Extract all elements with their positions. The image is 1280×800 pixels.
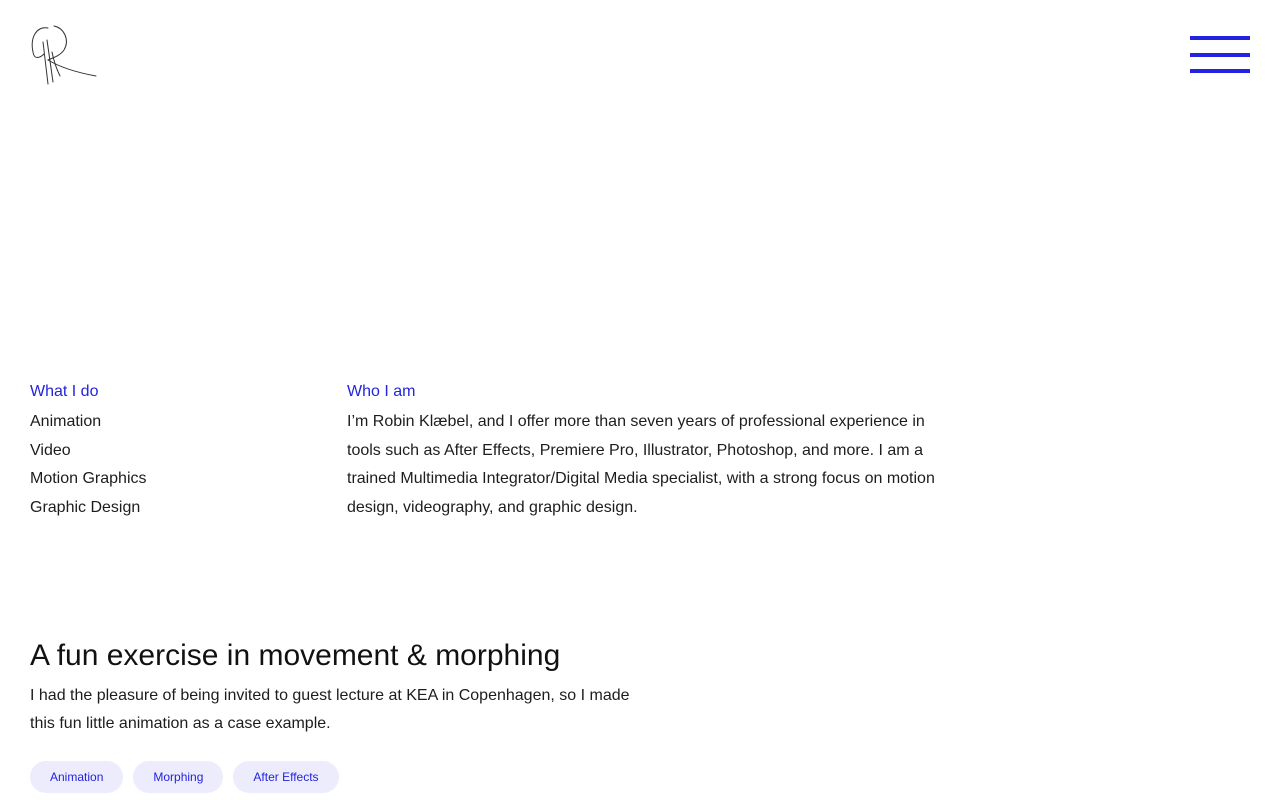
menu-line-middle (1190, 53, 1250, 57)
services-list (30, 408, 320, 523)
menu-line-bottom (1190, 69, 1250, 73)
who-i-am-section (347, 382, 937, 523)
tag-after-effects[interactable]: After Effects (233, 761, 338, 793)
what-i-do-title: What I do (30, 383, 99, 400)
project-description: I had the pleasure of being invited to guest lecture at KEA in Copenhagen, so I made this fun little animation as a case example. (30, 687, 630, 732)
service-item: Motion Graphics (30, 470, 147, 488)
project-title[interactable]: A fun exercise in movement & morphing (30, 639, 561, 672)
signature-logo-icon[interactable] (30, 22, 100, 86)
bio-text: I’m Robin Klæbel, and I offer more than seven years of professional experience in tools such as After Effects, Premiere Pro, Illustrator, Photoshop, and more. I am a trained Multimedia Integrator/Digital Media specialist, with a strong focus on motion design, videography, and graphic design. (347, 413, 935, 517)
what-i-do-section (30, 382, 320, 523)
who-i-am-title: Who I am (347, 383, 416, 400)
project-tags (30, 761, 339, 793)
project-section (30, 636, 630, 738)
menu-line-top (1190, 36, 1250, 40)
service-item: Animation (30, 413, 102, 430)
service-item: Graphic Design (30, 499, 141, 517)
service-item: Video (30, 441, 71, 459)
hamburger-menu-button[interactable] (1190, 36, 1250, 74)
tag-animation[interactable]: Animation (30, 761, 123, 793)
tag-morphing[interactable]: Morphing (133, 761, 223, 793)
